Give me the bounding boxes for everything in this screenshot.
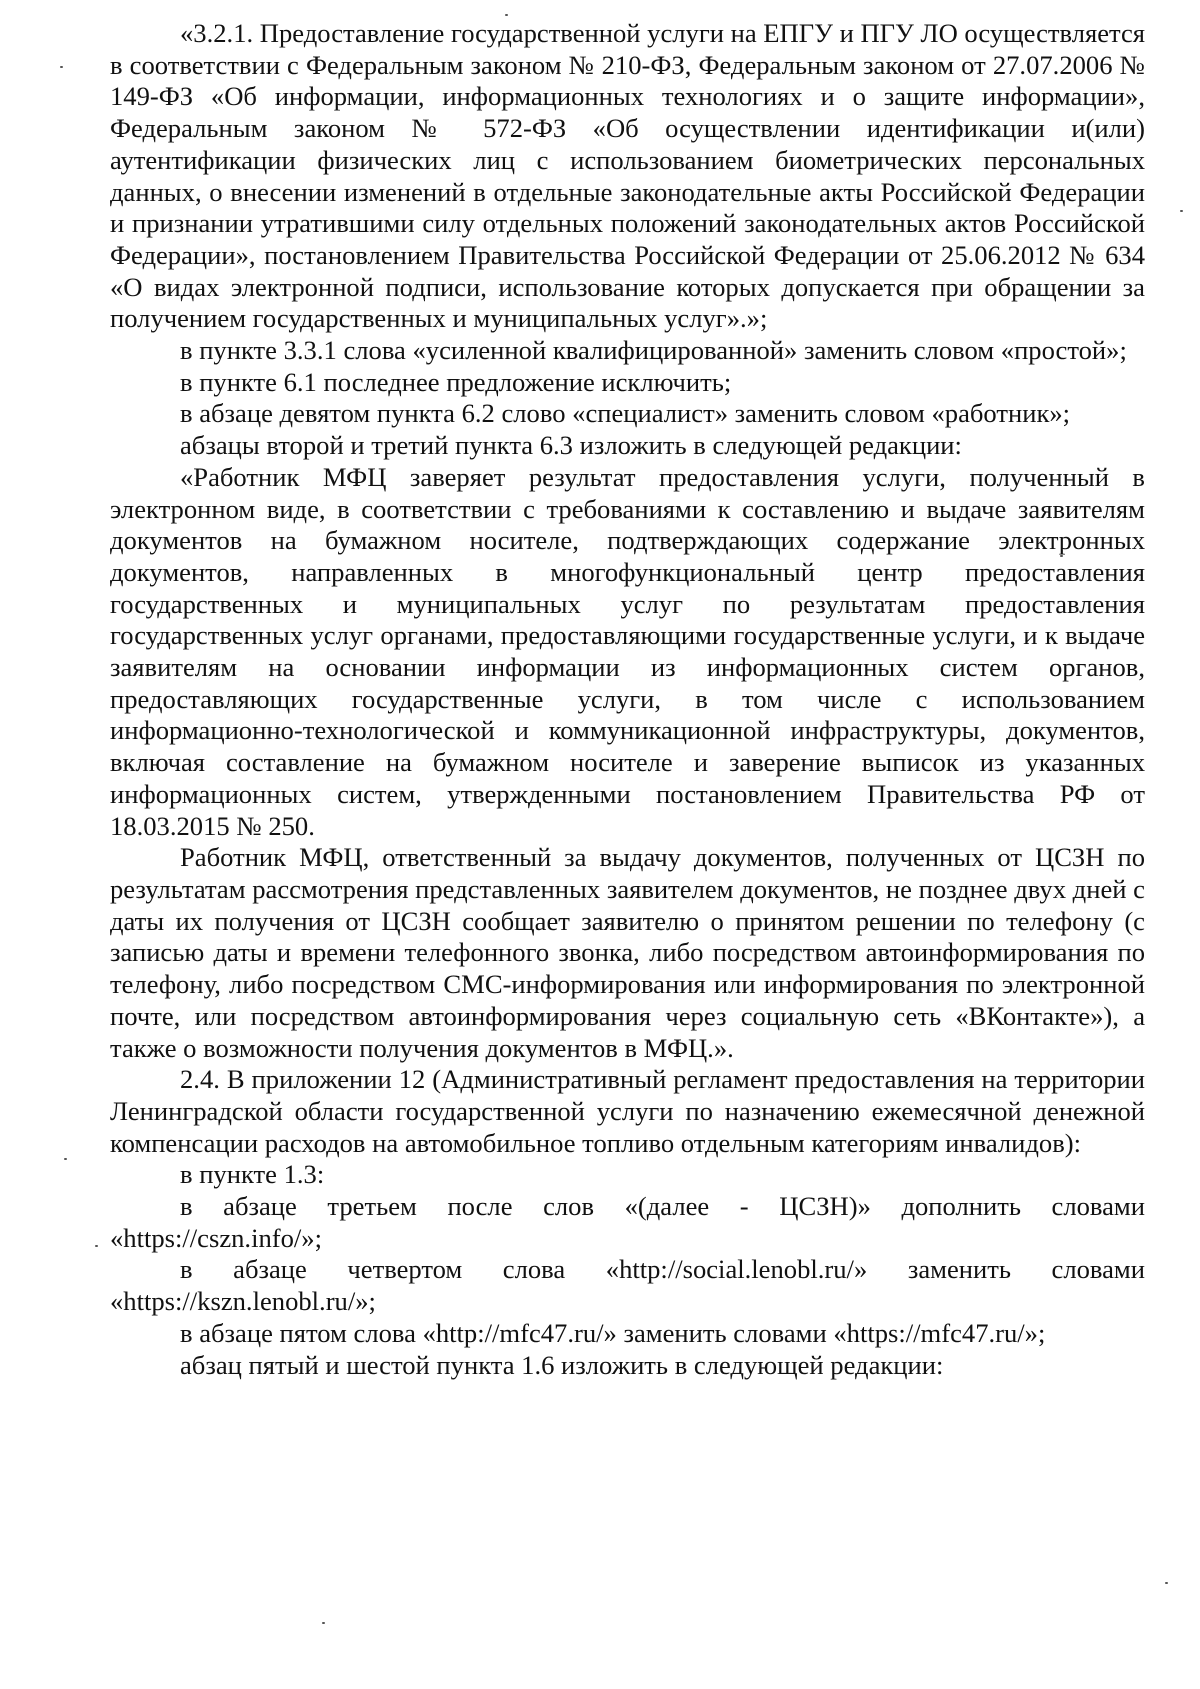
- paragraph-item-1-6: абзац пятый и шестой пункта 1.6 изложить в следующей редакции:: [180, 1349, 944, 1380]
- scan-speck: [505, 14, 508, 16]
- paragraph-item-1-3: в пункте 1.3:: [180, 1159, 325, 1190]
- scan-speck: [1060, 555, 1063, 557]
- scan-speck: [95, 1245, 98, 1247]
- paragraph-item-3-3-1: в пункте 3.3.1 слова «усиленной квалифицированной» заменить словом «простой»;: [180, 335, 1127, 366]
- paragraph-item-6-1: в пункте 6.1 последнее предложение исключить;: [180, 366, 732, 397]
- scan-speck: [60, 66, 63, 68]
- scan-speck: [64, 1158, 67, 1160]
- paragraph-abzac-3: в абзаце третьем после слов «(далее - ЦСЗН)» дополнить словами «https://cszn.info/»;: [110, 1191, 1145, 1253]
- paragraph-mfc-notification: Работник МФЦ, ответственный за выдачу документов, полученных от ЦСЗН по результатам рассмотрения представленных заявителем документов, не позднее двух дней с даты их получения от ЦСЗН сообщает заявителю о принятом решении по телефону (с записью даты и времени телефонного звонка, либо посредством автоинформирования по телефону, либо посредством СМС-информирования или информирования по электронной почте, или посредством автоинформирования через социальную сеть «ВКонтакте»), а также о возможности получения документов в МФЦ.».: [110, 842, 1145, 1063]
- paragraph-item-6-3: абзацы второй и третий пункта 6.3 изложить в следующей редакции:: [180, 430, 962, 461]
- scan-speck: [1165, 1582, 1168, 1584]
- scan-speck: [322, 1622, 325, 1624]
- paragraph-mfc-certification: «Работник МФЦ заверяет результат предоставления услуги, полученный в электронном виде, в соответствии с требованиями к составлению и выдаче заявителям документов на бумажном носителе, подтверждающих содержание электронных документов, направленных в многофункциональный центр предоставления государственных и муниципальных услуг по результатам предоставления государственных услуг органами, предоставляющими государственные услуги, и к выдаче заявителям на основании информации из информационных систем органов, предоставляющих государственные услуги, в том числе с использованием информационно-технологической и коммуникационной инфраструктуры, документов, включая составление на бумажном носителе и заверение выписок из указанных информационных систем, утвержденными постановлением Правительства РФ от 18.03.2015 № 250.: [110, 461, 1145, 841]
- paragraph-3-2-1: «3.2.1. Предоставление государственной услуги на ЕПГУ и ПГУ ЛО осуществляется в соответствии с Федеральным законом № 210-ФЗ, Федеральным законом от 27.07.2006 № 149-ФЗ «Об информации, информационных технологиях и о защите информации», Федеральным законом № 572-ФЗ «Об осуществлении идентификации и(или) аутентификации физических лиц с использованием биометрических персональных данных, о внесении изменений в отдельные законодательные акты Российской Федерации и признании утратившими силу отдельных положений законодательных актов Российской Федерации», постановлением Правительства Российской Федерации от 25.06.2012 № 634 «О видах электронной подписи, использование которых допускается при обращении за получением государственных и муниципальных услуг».»;: [110, 18, 1145, 334]
- paragraph-2-4: 2.4. В приложении 12 (Административный регламент предоставления на территории Ленинградской области государственной услуги по назначению ежемесячной денежной компенсации расходов на автомобильное топливо отдельным категориям инвалидов):: [110, 1064, 1145, 1158]
- scan-speck: [1180, 210, 1183, 212]
- paragraph-abzac-4: в абзаце четвертом слова «http://social.lenobl.ru/» заменить словами «https://kszn.lenobl.ru/»;: [110, 1254, 1145, 1317]
- document-body: [110, 18, 1145, 1381]
- paragraph-abzac-5: в абзаце пятом слова «http://mfc47.ru/» заменить словами «https://mfc47.ru/»;: [180, 1317, 1046, 1348]
- paragraph-item-6-2: в абзаце девятом пункта 6.2 слово «специалист» заменить словом «работник»;: [180, 398, 1071, 429]
